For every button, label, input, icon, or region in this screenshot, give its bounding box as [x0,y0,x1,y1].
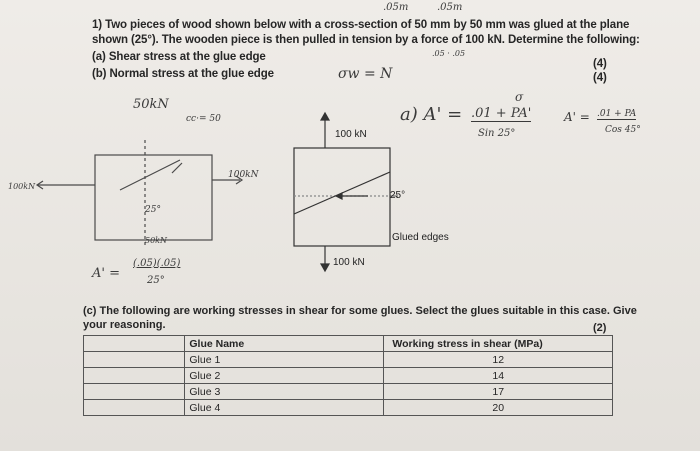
glue-name-cell: Glue 4 [185,400,384,416]
handwriting-aprime-den: 25° [147,275,165,286]
glue-name-cell: Glue 3 [185,384,384,400]
table-header-row [84,336,613,352]
glued-edges-label: Glued edges [392,232,449,243]
part-a-text: (a) Shear stress at the glue edge [92,51,266,63]
bottom-force-label: 100 kN [333,257,365,268]
handwriting-angle: 25° [145,205,161,215]
glue-name-cell: Glue 2 [185,368,384,384]
table-row [84,384,613,400]
handwriting-small: .05 · .05 [432,49,466,58]
handwriting-aprime-lhs: A' = [92,266,120,281]
handwriting-a2-den: Cos 45° [605,125,641,135]
part-b-marks: (4) [593,72,607,84]
handwriting-a2-lhs: A' = [564,110,590,124]
table-row [84,368,613,384]
stress-cell: 20 [384,400,613,416]
table-row [84,400,613,416]
stress-cell: 14 [384,368,613,384]
top-force-label: 100 kN [335,129,367,140]
handwriting-sigma-eq: σw = N [338,66,393,82]
part-c-line-1: (c) The following are working stresses in shear for some glues. Select the glues suitable in this case. Give [83,305,637,317]
stress-cell: 17 [384,384,613,400]
handwriting-a2-num: .01 + PA [597,109,637,119]
handwriting-a-eq-left: a) A' = [400,104,463,125]
part-c-marks: (2) [593,322,607,334]
handwriting-100kn-right: 100kN [228,170,259,180]
sketch-glue-line [120,160,180,190]
question-line-2: shown (25°). The wooden piece is then pulled in tension by a force of 100 kN. Determine the following: [92,34,640,46]
stress-cell: 12 [384,352,613,368]
handwriting-100kn-left: 100kN [8,182,36,191]
glued-wood-figure [280,110,480,280]
handwriting-cc: cc·= 50 [186,114,221,124]
handwriting-a-eq-num: .01 + PA' [471,106,532,121]
question-line-1: 1) Two pieces of wood shown below with a cross-section of 50 mm by 50 mm was glued at the plane [92,19,630,31]
part-c-line-2: your reasoning. [83,319,166,331]
handwriting-50kn: 50kN [133,97,169,112]
handwriting-top-1: .05m [383,2,409,13]
sketch-block [95,155,212,240]
handwriting-aprime-num: (.05)(.05) [133,258,181,269]
angle-label: 25° [390,190,406,201]
table-row [84,352,613,368]
glue-table [83,335,613,416]
handwriting-top-2: .05m [437,2,463,13]
handwriting-a-eq-den: Sin 25° [478,128,516,139]
handwriting-50kn-bottom: 50kN [145,236,168,245]
header-working-stress: Working stress in shear (MPa) [384,336,613,352]
handwritten-sketch [0,95,300,285]
part-b-text: (b) Normal stress at the glue edge [92,68,274,80]
handwriting-sigma-top: σ [515,90,524,104]
glue-name-cell: Glue 1 [185,352,384,368]
header-glue-name: Glue Name [185,336,384,352]
part-a-marks: (4) [593,58,607,70]
